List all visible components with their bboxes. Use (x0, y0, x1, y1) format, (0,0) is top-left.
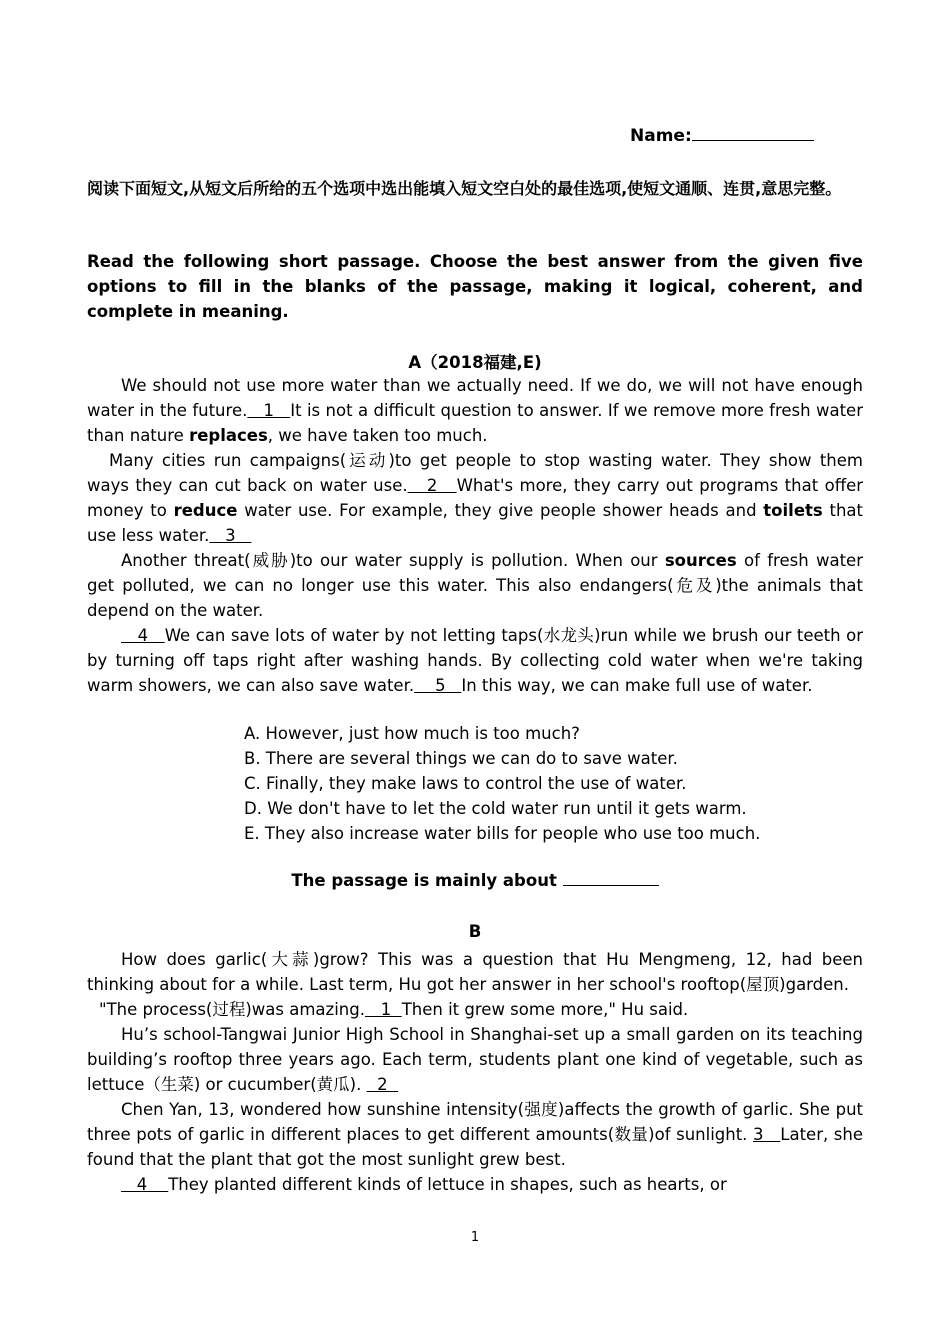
paragraph: Chen Yan, 13, wondered how sunshine intensity(强度)affects the growth of garlic. She put three pots of garlic in different places to get different amounts(数量)of sunlight. 3 Later, she found that the plant that got the most sunlight grew best. (87, 1100, 864, 1169)
blank-1: 1 (247, 401, 291, 420)
answer-blank (563, 871, 659, 886)
paragraph: How does garlic(大蒜)grow? This was a question that Hu Mengmeng, 12, had been thinking about for a while. Last term, Hu got her answer in her school's rooftop(屋顶)garden. (87, 950, 863, 994)
blank-3: 3 (209, 526, 252, 545)
paragraph: Another threat(威胁)to our water supply is pollution. When our sources of fresh water get polluted, we can no longer use this water. This also endangers(危及)the animals that depend on the water. (87, 551, 863, 620)
blank-3: 3 (753, 1125, 781, 1144)
passage-b (87, 947, 863, 1197)
option-d: D. We don't have to let the cold water run until it gets warm. (244, 799, 747, 818)
blank-1: 1 (364, 1000, 402, 1019)
option-c: C. Finally, they make laws to control the use of water. (244, 774, 687, 793)
paragraph: 4 They planted different kinds of lettuce in shapes, such as hearts, or (121, 1175, 727, 1194)
instructions-chinese: 阅读下面短文,从短文后所给的五个选项中选出能填入短文空白处的最佳选项,使短文通顺、连贯,意思完整。 (87, 179, 842, 198)
section-a-title: A（2018福建,E) (408, 353, 542, 372)
passage-a (87, 373, 863, 698)
option-e: E. They also increase water bills for people who use too much. (244, 824, 761, 843)
paragraph: We should not use more water than we actually need. If we do, we will not have enough water in the future. 1 It is not a difficult question to answer. If we remove more fresh water than nature replaces, we have taken too much. (87, 376, 863, 445)
option-a: A. However, just how much is too much? (244, 724, 580, 743)
paragraph: "The process(过程)was amazing. 1 Then it grew some more," Hu said. (99, 1000, 689, 1019)
blank-2: 2 (407, 476, 457, 495)
blank-4: 4 (121, 626, 165, 645)
page-number: 1 (470, 1230, 480, 1245)
name-field (630, 126, 814, 146)
blank-5: 5 (414, 676, 462, 695)
option-b: B. There are several things we can do to save water. (244, 749, 678, 768)
name-label: Name: (630, 126, 692, 146)
name-blank (692, 126, 814, 141)
blank-2: 2 (366, 1075, 399, 1094)
options-list (244, 721, 760, 846)
paragraph: Many cities run campaigns(运动)to get people to stop wasting water. They show them ways they can cut back on water use. 2 What's more, they carry out programs that offer money to reduce water use. For example, they give people shower heads and toilets that use less water. 3 (87, 451, 863, 545)
paragraph: 4 We can save lots of water by not letting taps(水龙头)run while we brush our teeth or by turning off taps right after washing hands. By collecting cold water when we're taking warm showers, we can also save water. 5 In this way, we can make full use of water. (87, 626, 863, 695)
main-idea-question: The passage is mainly about (87, 871, 863, 890)
paragraph: Hu’s school-Tangwai Junior High School in Shanghai-set up a small garden on its teaching building’s rooftop three years ago. Each term, students plant one kind of vegetable, such as lettuce（生菜) or cucumber(黄瓜). 2 (87, 1025, 863, 1094)
instructions-english: Read the following short passage. Choose the best answer from the given five options to fill in the blanks of the passage, making it logical, coherent, and complete in meaning. (87, 252, 863, 321)
section-b-title: B (468, 922, 482, 941)
blank-4: 4 (121, 1175, 169, 1194)
